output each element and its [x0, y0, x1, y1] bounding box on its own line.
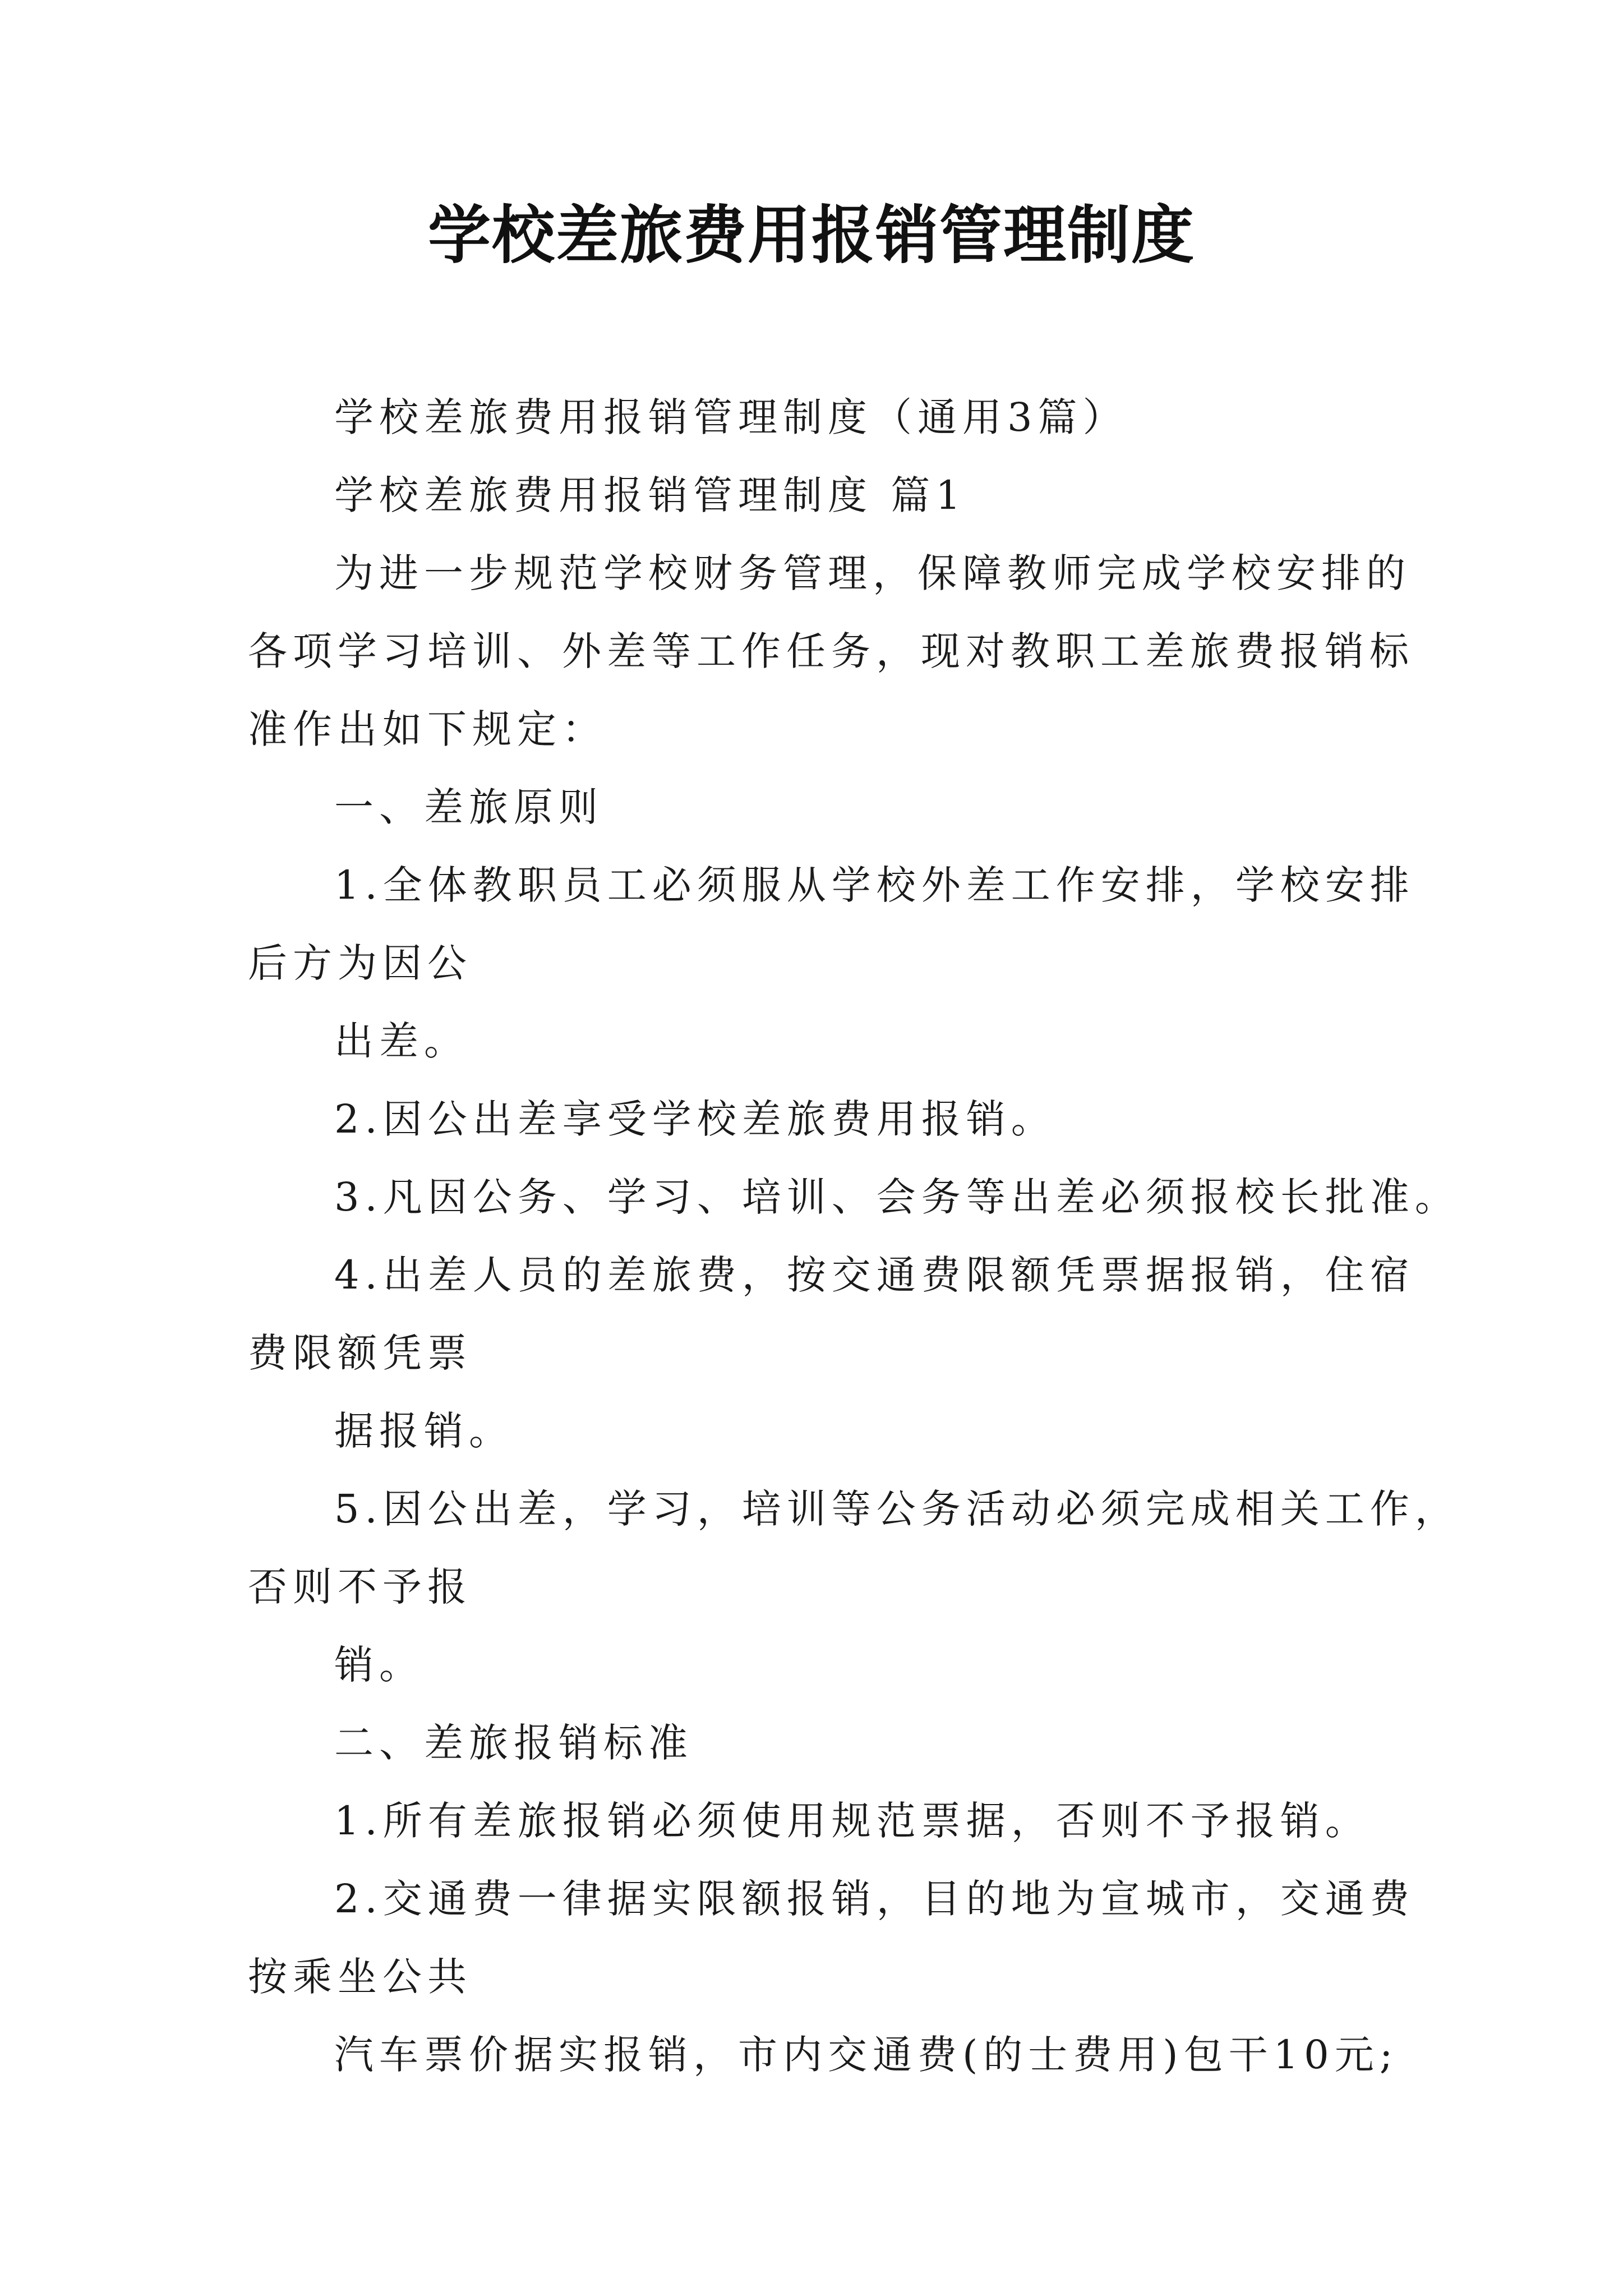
doc-line-principle-1: 1.全体教职员工必须服从学校外差工作安排，学校安排 — [334, 862, 1415, 908]
document-title: 学校差旅费用报销管理制度 — [428, 199, 1195, 272]
doc-line-intro-cont: 各项学习培训、外差等工作任务，现对教职工差旅费报销标 — [248, 628, 1414, 674]
doc-line-principle-4: 4.出差人员的差旅费，按交通费限额凭票据报销，住宿 — [334, 1252, 1415, 1298]
doc-line-principle-4-end: 据报销。 — [334, 1408, 514, 1454]
doc-line-principle-4-cont: 费限额凭票 — [248, 1330, 472, 1376]
doc-line-standard-2-cont: 按乘坐公共 — [248, 1954, 472, 2000]
doc-line-intro: 为进一步规范学校财务管理，保障教师完成学校安排的 — [334, 550, 1411, 596]
doc-line-principle-3: 3.凡因公务、学习、培训、会务等出差必须报校长批准。 — [334, 1174, 1460, 1220]
doc-line-standard-1: 1.所有差旅报销必须使用规范票据，否则不予报销。 — [334, 1798, 1370, 1844]
doc-line-standard-2: 2.交通费一律据实限额报销，目的地为宣城市，交通费 — [334, 1876, 1415, 1922]
doc-line-subtitle: 学校差旅费用报销管理制度（通用3篇） — [334, 394, 1128, 440]
doc-line-intro-end: 准作出如下规定： — [248, 706, 607, 752]
doc-line-principle-5: 5.因公出差，学习，培训等公务活动必须完成相关工作， — [334, 1486, 1460, 1532]
doc-line-principle-5-end: 销。 — [334, 1642, 424, 1688]
doc-line-principle-5-cont: 否则不予报 — [248, 1564, 472, 1610]
doc-line-principle-2: 2.因公出差享受学校差旅费用报销。 — [334, 1096, 1056, 1142]
doc-line-section-heading: 学校差旅费用报销管理制度 篇1 — [334, 472, 966, 518]
document-body — [248, 379, 1460, 2094]
doc-line-heading-standards: 二、差旅报销标准 — [334, 1720, 693, 1766]
doc-line-principle-1-cont: 后方为因公 — [248, 940, 472, 986]
doc-line-standard-2-end: 汽车票价据实报销，市内交通费(的士费用)包干10元; — [334, 2032, 1399, 2078]
doc-line-heading-principles: 一、差旅原则 — [334, 784, 603, 830]
doc-line-principle-1-end: 出差。 — [334, 1018, 469, 1064]
